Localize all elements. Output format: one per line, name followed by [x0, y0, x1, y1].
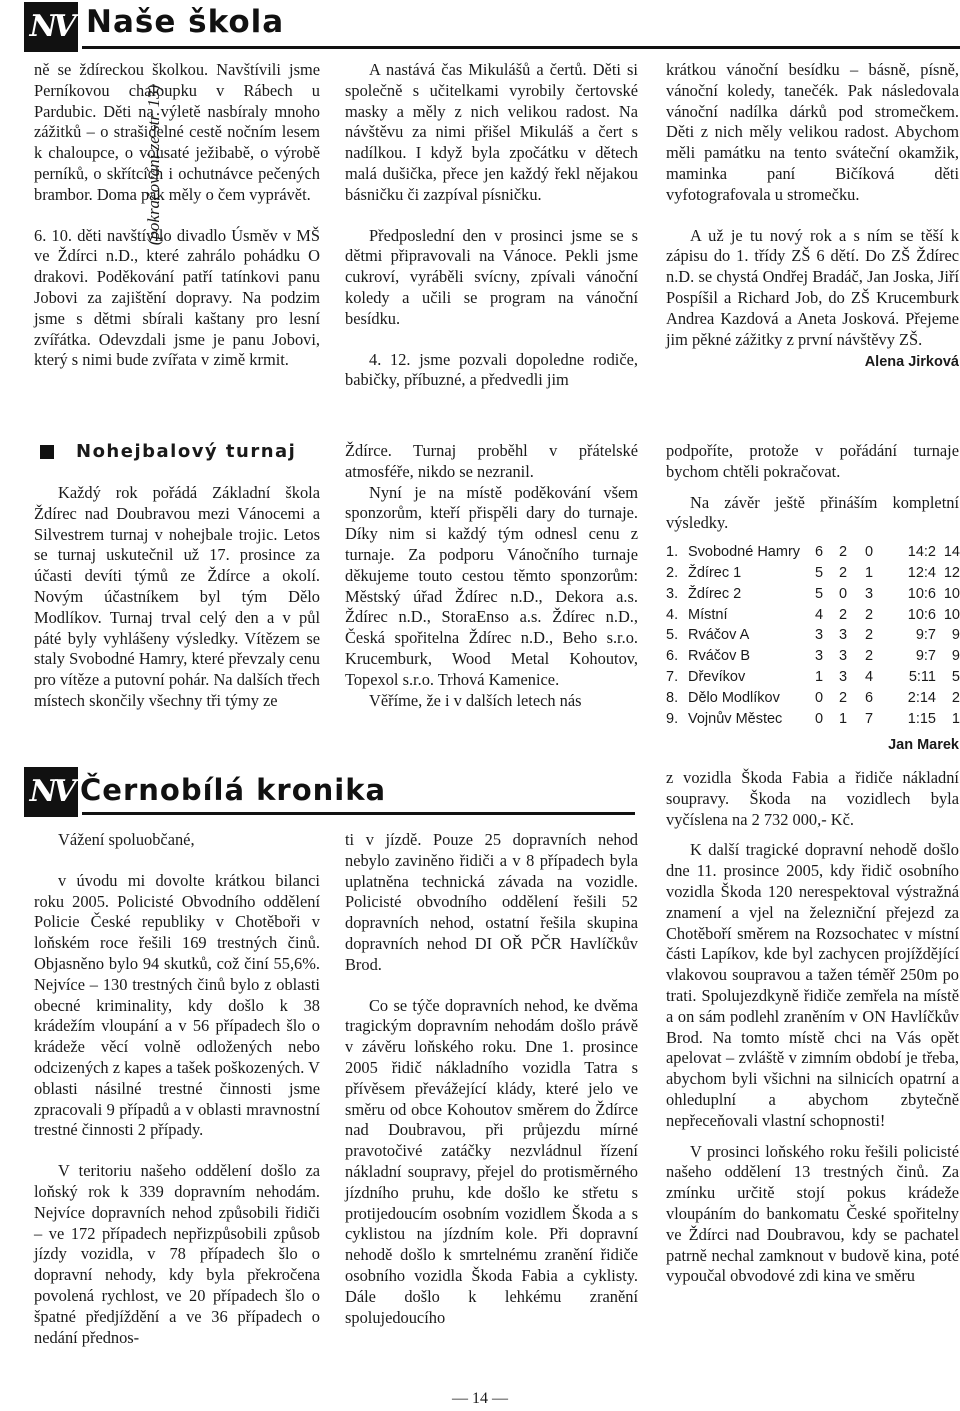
- draws-cell: 2: [838, 689, 848, 706]
- losses-cell: 2: [864, 606, 874, 623]
- section-title-nase-skola: Naše škola: [86, 4, 285, 40]
- rank-cell: 5.: [666, 627, 679, 644]
- team-cell: Dřevíkov: [688, 668, 746, 685]
- salutation: Vážení spoluobčané,: [58, 830, 195, 849]
- team-cell: Místní: [688, 606, 728, 623]
- results-table: [666, 542, 960, 729]
- points-cell: 10: [943, 606, 960, 623]
- paragraph: 6. 10. děti navštívilo divadlo Úsměv v MŠ ve Ždírci n.D., které zahrálo pohádku O drakovi. Poděkování patří tatínkovi panu Jobovi za zajištění dopravy. Na podzim jsme s dětmi sbírali kaštany pro lesní zvířátka. Odevzdali jsme je panu Jobovi, který s nimi bude zvířata v zimě krmit.: [34, 225, 320, 370]
- draws-cell: 1: [838, 710, 848, 727]
- paragraph: V prosinci loňského roku řešili policisté našeho oddělení 13 trestných činů. Za zmínku určitě stojí pokus krádeže vloupáním do bankomatu České spořitelny ve Ždírci nad Doubravou, kdy se pachatel patrně nechal zamknout v budově kina, poté vypoučal obvodové zdi kina ve směru: [666, 1141, 959, 1286]
- team-cell: Ždírec 2: [688, 585, 742, 602]
- paragraph: Nyní je na místě poděkování všem sponzorům, kteří přispěli dary do turnaje. Díky nim si každý tým odnesl cenu z turnaje. Za podporu Vánočního turnaje děkujeme touto cestou těmto sponzorům: Městský úřad Ždírec n.D., Dekora a.s. Ždírec n.D., StoraEnso a.s. Ždírec n.D., Česká spořitelna Ždírec n.D., Beho s.r.o. Krucemburk, Wood Metal Kohoutov, Topexol s.r.o. Trhová Kamenice.: [345, 482, 638, 689]
- paragraph: Věříme, že i v dalších letech nás: [369, 690, 582, 710]
- losses-cell: 0: [864, 544, 874, 561]
- paragraph: A nastává čas Mikulášů a čertů. Děti si společně s učitelkami vyrobily čertovské masky a měly z nich velikou radost. Na návštěvu za nimi přišel Mikuláš a čert s nadílkou. I když byla zpočátku v dětech malá dušička, přece jen každý řekl nějakou básničku či zazpíval písničku.: [345, 60, 638, 204]
- points-cell: 5: [951, 668, 960, 685]
- paragraph: K další tragické dopravní nehodě došlo dne 11. prosince 2005, kdy řidič osobního vozidla Škoda 120 nerespektoval výstražná znamení a vjel na železniční přejezd za Chotěboří směrem na Rozsochatec v místní části Lapíkov, kde byl zachycen projíždějící vlakovou soupravou a tažen téměř 250m po trati. Spolujezdkyně řidiče zemřela na místě a on sám podlehl zraněním v ON Havlíčkův Brod. Na tomto místě chci na Vás opět apelovat – zvláště v zimním období je třeba, abychom byli všichni na silnicích opatrní a ohleduplní a abychom zbytečně nepřeceňovali vlastní schopnosti!: [666, 840, 959, 1130]
- paragraph: 4. 12. jsme pozvali dopoledne rodiče, babičky, příbuzné, a předvedli jim: [345, 349, 638, 390]
- rank-cell: 1.: [666, 544, 679, 561]
- team-cell: Rváčov B: [688, 648, 751, 665]
- rank-cell: 2.: [666, 564, 679, 581]
- paragraph: Každý rok pořádá Základní škola Ždírec nad Doubravou mezi Vánocemi a Silvestrem turnaj v nohejbale trojic. Letos se turnaj uskutečnil už 17. prosince za účasti devíti týmů ze Ždírce a okolí. Novým účastníkem byl tým Dělo Modlíkov. Turnaj trval celý den a v půl páté byly vyhlášeny výsledky. Vítězem se staly Svobodné Hamry, které převzaly cenu pro vítěze a putovní pohár. Na dalších třech místech skončily všechny tři týmy ze: [34, 483, 320, 710]
- points-cell: 14: [943, 544, 960, 561]
- rank-cell: 4.: [666, 606, 679, 623]
- nase-skola-column-1: [34, 60, 320, 371]
- points-cell: 12: [943, 564, 960, 581]
- wins-cell: 3: [814, 648, 824, 665]
- paragraph: podpoříte, protože v pořádání turnaje bychom chtěli pokračovat.: [666, 441, 959, 481]
- team-cell: Rváčov A: [688, 627, 750, 644]
- paragraph: z vozidla Škoda Fabia a řidiče nákladní soupravy. Škoda na vozidlech byla vyčíslena na 2 732 000,- Kč.: [666, 768, 959, 829]
- team-cell: Vojnův Městec: [688, 710, 783, 727]
- kronika-column-3: [666, 768, 959, 1287]
- rank-cell: 6.: [666, 648, 679, 665]
- losses-cell: 6: [864, 689, 874, 706]
- score-cell: 1:15: [907, 710, 936, 727]
- header-rule: [82, 46, 960, 49]
- nohejbal-column-3: [666, 441, 959, 756]
- article-heading-nohejbal: [40, 441, 296, 462]
- rank-cell: 7.: [666, 668, 679, 685]
- score-cell: 10:6: [907, 585, 936, 602]
- losses-cell: 2: [864, 627, 874, 644]
- score-cell: 9:7: [915, 627, 936, 644]
- kronika-column-2: [345, 830, 638, 1328]
- draws-cell: 3: [838, 627, 848, 644]
- wins-cell: 3: [814, 627, 824, 644]
- points-cell: 9: [951, 627, 960, 644]
- draws-cell: 2: [838, 564, 848, 581]
- draws-cell: 2: [838, 606, 848, 623]
- rank-cell: 3.: [666, 585, 679, 602]
- points-cell: 1: [951, 710, 960, 727]
- draws-cell: 2: [838, 544, 848, 561]
- wins-cell: 1: [814, 668, 824, 685]
- wins-cell: 5: [814, 564, 824, 581]
- table-row: [666, 688, 960, 709]
- points-cell: 10: [943, 585, 960, 602]
- paragraph: krátkou vánoční besídku – básně, písně, vánoční koledy, tanečék. Pak následovala vánoční nadílka dárků pod stromečkem. Děti z nich měly velikou radost. Abychom měli památku na tento sváteční okamžik, maminka paní Bičíková děti vyfotografovala u stromečku.: [666, 60, 959, 204]
- paragraph: Na závěr ještě přináším kompletní výsledky.: [666, 492, 959, 533]
- table-row: [666, 584, 960, 605]
- author-signature: Alena Jirková: [864, 354, 959, 371]
- draws-cell: 3: [838, 668, 848, 685]
- paragraph: ně se ždíreckou školkou. Navštívili jsme Perníkovou chaloupku v Rábech u Pardubic. Děti na výletě nasbíraly mnoho zážitků – o strašidelné cestě nočním lesem k chaloupce, o vousaté ježibabě, o výrobě perníků, o skřítcích i ochutnávce pečených brambor. Doma pak měly o čem vyprávět.: [34, 60, 320, 204]
- rank-cell: 9.: [666, 710, 679, 727]
- paragraph: Předposlední den v prosinci jsme se s dětmi připravovali na Vánoce. Pekli jsme cukroví, vyráběli svícny, zpívali vánoční koledy a učili se program na vánoční besídku.: [345, 225, 638, 328]
- score-cell: 10:6: [907, 606, 936, 623]
- wins-cell: 0: [814, 689, 824, 706]
- points-cell: 9: [951, 648, 960, 665]
- nase-skola-column-3: [666, 60, 959, 373]
- paragraph: Ždírce. Turnaj proběhl v přátelské atmosféře, nikdo se nezranil.: [345, 441, 638, 481]
- paragraph: Co se týče dopravních nehod, ke dvěma tragickým dopravním nehodám došlo právě v závěru loňského roku. Dne 1. prosince 2005 řidič nákladního vozidla Tatra s přívěsem převážející klády, které jelo ve směru od obce Kohoutov směrem do Ždírce nad Doubravou, při průjezdu mírné pravotočivé zatáčky nezvládnul řízení nákladní soupravy, přejel do protisměrného jízdního pruhu, kde došlo ke střetu s protijedoucím osobním vozidlem Škoda a s cyklistou na jízdním kole. Při dopravní nehodě došlo k smrtelnému zranění řidiče osobního vozidla Škoda Fabia a cyklisty. Dále došlo k lehkému zranění spolujedoucího: [345, 995, 638, 1327]
- losses-cell: 3: [864, 585, 874, 602]
- score-cell: 14:2: [907, 544, 936, 561]
- team-cell: Ždírec 1: [688, 564, 742, 581]
- paragraph: A už je tu nový rok a s ním se těší k zápisu do 1. třídy ZŠ 6 dětí. Do ZŠ Ždírec n.D. se chystá Ondřej Bradáč, Jan Joska, Jiří Pospíšil a Richard Job, do ZŠ Krucemburk Andrea Kazdová a Aneta Josková. Přejeme jim pěkné zážitky z první návštěvy ZŠ.: [666, 225, 959, 349]
- losses-cell: 1: [864, 564, 874, 581]
- table-row: [666, 605, 960, 626]
- team-cell: Dělo Modlíkov: [688, 689, 780, 706]
- points-cell: 2: [951, 689, 960, 706]
- paragraph: ti v jízdě. Pouze 25 dopravních nehod nebylo zaviněno řidiči a v 8 případech byla uplatněna technická závada na vozidle. Policisté obvodního oddělení řešili 52 dopravních nehod, ostatní řešila skupina dopravních nehod DI OŘ PČR Havlíčkův Brod.: [345, 830, 638, 974]
- nohejbal-column-1: [34, 483, 320, 712]
- article-title: Nohejbalový turnaj: [76, 441, 297, 462]
- bullet-square-icon: [40, 445, 54, 459]
- kronika-column-1: [34, 830, 320, 1348]
- score-cell: 5:11: [908, 668, 936, 685]
- team-cell: Svobodné Hamry: [688, 544, 801, 561]
- table-row: [666, 563, 960, 584]
- page-number: — 14 —: [452, 1390, 508, 1407]
- wins-cell: 6: [814, 544, 824, 561]
- score-cell: 9:7: [915, 648, 936, 665]
- table-row: [666, 667, 960, 688]
- header-rule: [82, 812, 635, 815]
- table-row: [666, 542, 960, 563]
- wins-cell: 4: [814, 606, 824, 623]
- draws-cell: 0: [838, 585, 848, 602]
- losses-cell: 7: [864, 710, 874, 727]
- losses-cell: 2: [864, 648, 874, 665]
- paragraph: V teritoriu našeho oddělení došlo za loňský rok k 339 dopravním nehodám. Nejvíce dopravních nehod způsobili řidiči – ve 172 případech nepřizpůsobili způsob jízdy vozidla, v 78 případech šlo o dopravní nehody, kdy byla překročena povolená rychlost, ve 20 případech šlo o špatné předjíždění a ve 36 případech o nedání přednos-: [34, 1161, 320, 1347]
- continuation-note: (pokračování ze str. 13): [144, 84, 163, 246]
- wins-cell: 0: [814, 710, 824, 727]
- wins-cell: 5: [814, 585, 824, 602]
- table-row: [666, 646, 960, 667]
- table-row: [666, 625, 960, 646]
- nase-skola-column-2: [345, 60, 638, 391]
- score-cell: 2:14: [907, 689, 936, 706]
- section-title-cernobila-kronika: Černobílá kronika: [80, 773, 387, 807]
- author-signature: Jan Marek: [888, 737, 959, 754]
- rank-cell: 8.: [666, 689, 679, 706]
- nohejbal-column-2: [345, 441, 638, 711]
- losses-cell: 4: [864, 668, 874, 685]
- table-row: [666, 709, 960, 730]
- magazine-logo: NV: [24, 767, 78, 817]
- draws-cell: 3: [838, 648, 848, 665]
- score-cell: 12:4: [907, 564, 936, 581]
- magazine-logo: NV: [24, 2, 78, 52]
- paragraph: v úvodu mi dovolte krátkou bilanci roku 2005. Policisté Obvodního oddělení Policie České republiky v Chotěboři v loňském roce řešili 169 trestných činů. Objasněno bylo 94 skutků, což činí 55,6%. Nejvíce – 130 trestných činů bylo z oblasti obecné kriminality, kdy došlo k 38 krádežím vloupání a v 56 případech šlo o krádeže věcí volně odložených nebo odcizených z kapes a tašek poškozených. V oblasti násilné trestné činnosti jsme zpracovali 9 případů a v oblasti mravnostní trestné činnosti 2 případy.: [34, 870, 320, 1140]
